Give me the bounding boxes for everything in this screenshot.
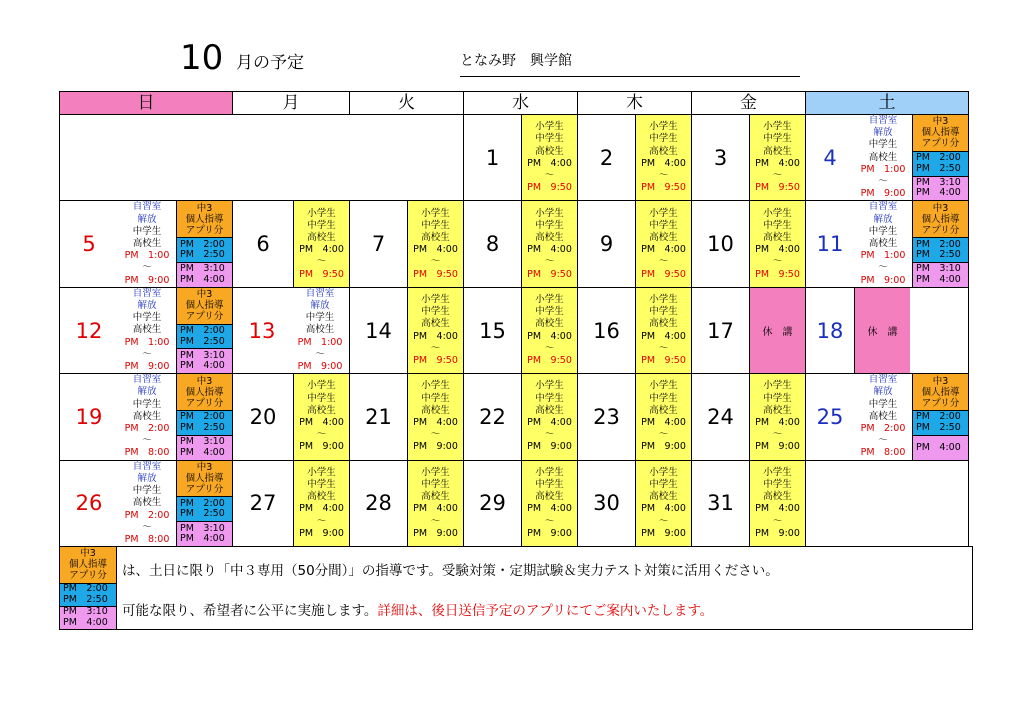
legend-text-2-black: 可能な限り、希望者に公平に実施します。 xyxy=(122,603,378,619)
weekday-thu: 木 xyxy=(578,92,692,115)
weekday-header-row xyxy=(60,92,969,115)
day-number: 14 xyxy=(365,318,392,343)
study-room-schedule: 自習室 解放 中学生 高校生 PM 2:00 ～ PM 8:00 xyxy=(124,460,170,545)
study-room-schedule: 自習室 解放 中学生 高校生 PM 1:00 ～ PM 9:00 xyxy=(860,115,906,200)
legend-box xyxy=(59,546,973,630)
day-cell xyxy=(806,201,969,287)
legend-text-2 xyxy=(122,599,713,619)
day-number: 27 xyxy=(249,491,277,516)
day-cell xyxy=(464,115,578,201)
day-cell xyxy=(233,374,350,460)
calendar-table xyxy=(59,91,969,547)
empty-cell xyxy=(806,460,969,546)
day-cell xyxy=(578,374,692,460)
weekday-schedule: 小学生 中学生 高校生 PM 4:00 ～ PM 9:50 xyxy=(521,201,577,286)
day-number: 12 xyxy=(75,318,103,343)
weekday-schedule: 小学生 中学生 高校生 PM 4:00 ～ PM 9:00 xyxy=(407,374,463,459)
grade3-schedule: 中3 個人指導 アプリ分 PM 2:00 PM 2:50 PM 3:10 PM 4:00 xyxy=(176,288,232,373)
week-row-1 xyxy=(60,115,969,201)
day-cell xyxy=(233,287,350,373)
study-room-schedule: 自習室 解放 中学生 高校生 PM 2:00 ～ PM 8:00 xyxy=(124,374,170,459)
day-number: 16 xyxy=(593,318,620,343)
weekday-schedule: 小学生 中学生 高校生 PM 4:00 ～ PM 9:50 xyxy=(521,288,577,373)
day-cell xyxy=(60,374,233,460)
weekday-schedule: 小学生 中学生 高校生 PM 4:00 ～ PM 9:00 xyxy=(407,461,463,546)
day-cell xyxy=(806,115,969,201)
study-room-schedule: 自習室 解放 中学生 高校生 PM 1:00 ～ PM 9:00 xyxy=(124,287,170,373)
day-number: 7 xyxy=(371,232,386,257)
day-number: 17 xyxy=(707,318,734,343)
week-row-4 xyxy=(60,374,969,460)
day-number: 2 xyxy=(599,145,614,170)
weekday-schedule: 小学生 中学生 高校生 PM 4:00 ～ PM 9:00 xyxy=(749,374,805,459)
day-cell xyxy=(578,201,692,287)
weekday-schedule: 小学生 中学生 高校生 PM 4:00 ～ PM 9:00 xyxy=(635,374,691,459)
weekday-schedule: 小学生 中学生 高校生 PM 4:00 ～ PM 9:00 xyxy=(293,374,349,459)
day-cell xyxy=(578,115,692,201)
day-number: 11 xyxy=(816,232,844,257)
day-number: 31 xyxy=(707,491,734,516)
weekday-sat: 土 xyxy=(806,92,969,115)
day-number: 1 xyxy=(485,145,500,170)
weekday-schedule: 小学生 中学生 高校生 PM 4:00 ～ PM 9:50 xyxy=(293,201,349,286)
day-cell xyxy=(692,115,806,201)
weekday-schedule: 小学生 中学生 高校生 PM 4:00 ～ PM 9:50 xyxy=(635,288,691,373)
day-number: 21 xyxy=(365,404,392,429)
grade3-schedule: 中3 個人指導 アプリ分 PM 2:00 PM 2:50 PM 4:00 xyxy=(912,374,968,459)
day-number: 22 xyxy=(479,404,506,429)
day-number: 18 xyxy=(816,318,844,343)
weekday-schedule: 小学生 中学生 高校生 PM 4:00 ～ PM 9:50 xyxy=(407,288,463,373)
weekday-schedule: 小学生 中学生 高校生 PM 4:00 ～ PM 9:50 xyxy=(749,115,805,200)
day-number: 8 xyxy=(485,232,500,257)
day-cell xyxy=(464,287,578,373)
grade3-schedule: 中3 個人指導 アプリ分 PM 2:00 PM 2:50 PM 3:10 PM 4:00 xyxy=(912,115,968,200)
weekday-wed: 水 xyxy=(464,92,578,115)
day-number: 29 xyxy=(479,491,506,516)
grade3-legend-swatch: 中3 個人指導 アプリ分 PM 2:00 PM 2:50 PM 3:10 PM 4:00 xyxy=(60,547,117,629)
day-cell xyxy=(60,201,233,287)
weekday-schedule: 小学生 中学生 高校生 PM 4:00 ～ PM 9:50 xyxy=(635,201,691,286)
legend-text-1: は、土日に限り「中３専用（50分間）」の指導です。受験対策・定期試験＆実力テスト対策に活用ください。 xyxy=(122,563,779,579)
weekday-schedule: 小学生 中学生 高校生 PM 4:00 ～ PM 9:50 xyxy=(749,201,805,286)
weekday-fri: 金 xyxy=(692,92,806,115)
weekday-schedule: 小学生 中学生 高校生 PM 4:00 ～ PM 9:00 xyxy=(521,374,577,459)
grade3-schedule: 中3 個人指導 アプリ分 PM 2:00 PM 2:50 PM 3:10 PM 4:00 xyxy=(176,201,232,286)
day-cell xyxy=(692,287,806,373)
day-number: 3 xyxy=(713,145,728,170)
week-row-3 xyxy=(60,287,969,373)
weekday-mon: 月 xyxy=(233,92,350,115)
day-cell xyxy=(806,287,969,373)
day-number: 6 xyxy=(256,232,270,257)
day-number: 24 xyxy=(707,404,734,429)
day-number: 5 xyxy=(82,232,96,257)
day-cell xyxy=(350,460,464,546)
day-cell xyxy=(233,201,350,287)
day-number: 23 xyxy=(593,404,620,429)
day-number: 4 xyxy=(823,145,837,170)
day-number: 13 xyxy=(248,318,276,343)
weekday-sun: 日 xyxy=(60,92,233,115)
study-room-schedule: 自習室 解放 中学生 高校生 PM 1:00 ～ PM 9:00 xyxy=(124,201,170,286)
week-row-5 xyxy=(60,460,969,546)
day-cell xyxy=(806,374,969,460)
weekday-schedule: 小学生 中学生 高校生 PM 4:00 ～ PM 9:50 xyxy=(521,115,577,200)
day-cell xyxy=(464,374,578,460)
weekday-tue: 火 xyxy=(350,92,464,115)
grade3-schedule: 中3 個人指導 アプリ分 PM 2:00 PM 2:50 PM 3:10 PM 4:00 xyxy=(176,374,232,459)
day-number: 20 xyxy=(249,404,277,429)
day-number: 26 xyxy=(75,491,103,516)
day-number: 30 xyxy=(593,491,620,516)
weekday-schedule: 小学生 中学生 高校生 PM 4:00 ～ PM 9:50 xyxy=(407,201,463,286)
month-number: 10 xyxy=(180,38,224,78)
day-number: 10 xyxy=(707,232,734,257)
day-cell xyxy=(692,201,806,287)
week-row-2 xyxy=(60,201,969,287)
day-number: 9 xyxy=(599,232,614,257)
study-room-schedule: 自習室 解放 中学生 高校生 PM 1:00 ～ PM 9:00 xyxy=(860,201,906,286)
school-name: となみ野 興学館 xyxy=(460,53,572,69)
day-cell xyxy=(692,374,806,460)
day-cell xyxy=(578,460,692,546)
day-number: 15 xyxy=(479,318,506,343)
day-cell xyxy=(350,287,464,373)
day-number: 25 xyxy=(816,404,844,429)
weekday-schedule: 小学生 中学生 高校生 PM 4:00 ～ PM 9:00 xyxy=(521,461,577,546)
header-underline xyxy=(460,76,800,77)
day-cell xyxy=(350,201,464,287)
day-cell xyxy=(692,460,806,546)
grade3-schedule: 中3 個人指導 アプリ分 PM 2:00 PM 2:50 PM 3:10 PM 4:00 xyxy=(176,461,232,546)
study-room-schedule: 自習室 解放 中学生 高校生 PM 2:00 ～ PM 8:00 xyxy=(860,374,906,459)
day-number: 28 xyxy=(365,491,392,516)
day-number: 19 xyxy=(75,404,103,429)
legend-text-2-red: 詳細は、後日送信予定のアプリにてご案内いたします。 xyxy=(377,603,714,619)
day-cell xyxy=(578,287,692,373)
weekday-schedule: 小学生 中学生 高校生 PM 4:00 ～ PM 9:50 xyxy=(635,115,691,200)
day-cell xyxy=(464,201,578,287)
weekday-schedule: 小学生 中学生 高校生 PM 4:00 ～ PM 9:00 xyxy=(293,461,349,546)
weekday-schedule: 小学生 中学生 高校生 PM 4:00 ～ PM 9:00 xyxy=(749,461,805,546)
grade3-schedule: 中3 個人指導 アプリ分 PM 2:00 PM 2:50 PM 3:10 PM 4:00 xyxy=(912,201,968,286)
no-class-badge: 休 講 xyxy=(749,288,805,373)
day-cell xyxy=(60,460,233,546)
empty-cell xyxy=(60,115,464,201)
day-cell xyxy=(233,460,350,546)
day-cell xyxy=(464,460,578,546)
month-title: 月の予定 xyxy=(236,53,304,73)
study-room-schedule: 自習室 解放 中学生 高校生 PM 1:00 ～ PM 9:00 xyxy=(297,287,343,373)
weekday-schedule: 小学生 中学生 高校生 PM 4:00 ～ PM 9:00 xyxy=(635,461,691,546)
day-cell xyxy=(60,287,233,373)
day-cell xyxy=(350,374,464,460)
no-class-badge: 休 講 xyxy=(854,288,910,373)
calendar-header xyxy=(180,38,820,78)
